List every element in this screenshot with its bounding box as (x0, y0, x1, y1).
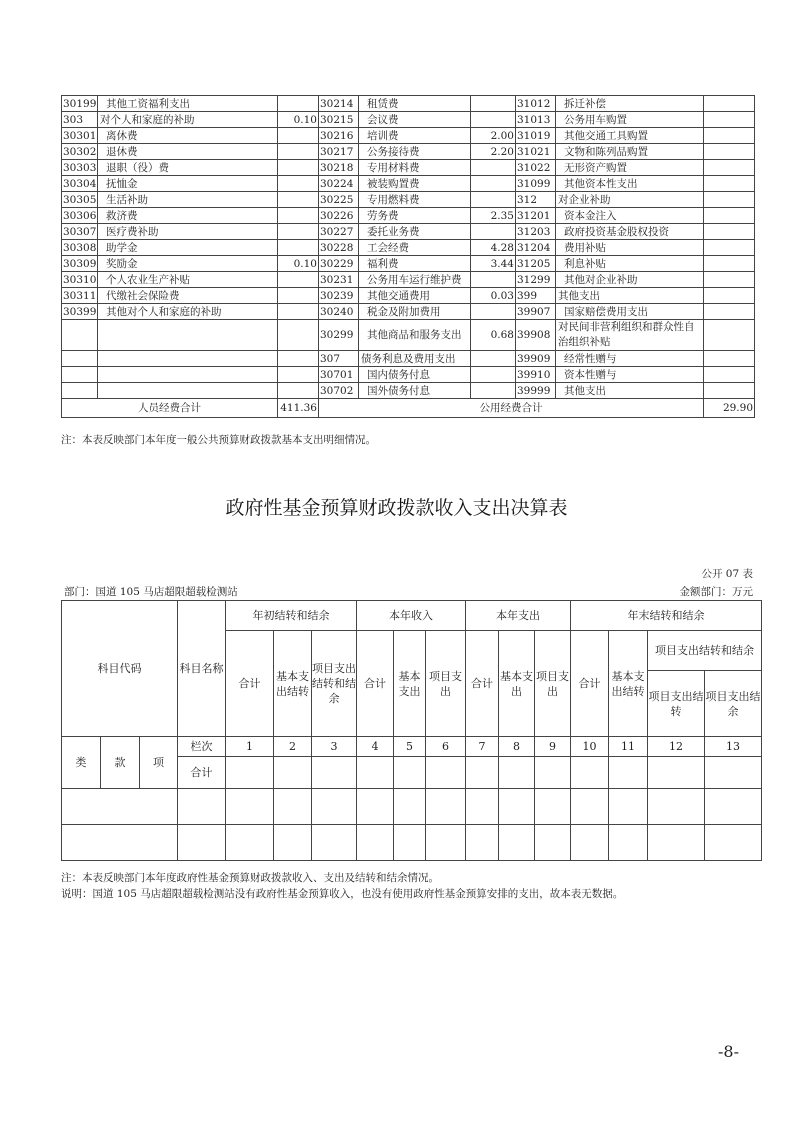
table-row (62, 272, 755, 288)
account-code (62, 351, 98, 367)
table-row (62, 383, 755, 399)
value-cell (499, 789, 535, 825)
table-row (62, 96, 755, 112)
value-cell (648, 789, 705, 825)
account-code: 30240 (319, 304, 359, 320)
value-cell (357, 825, 394, 861)
table-row (62, 192, 755, 208)
amount (278, 240, 319, 256)
h-proj-carry-bal-4: 项目支出结转和结余 (648, 631, 762, 671)
account-name (98, 383, 278, 399)
account-code: 31013 (516, 112, 556, 128)
amount (278, 383, 319, 399)
account-code: 31099 (516, 176, 556, 192)
account-name: 专用燃料费 (359, 192, 471, 208)
account-name: 被装购置费 (359, 176, 471, 192)
account-code: 30303 (63, 161, 97, 174)
account-name: 拆迁补偿 (556, 96, 704, 112)
table-row (62, 160, 755, 176)
amount (471, 224, 516, 240)
account-name: 生活补助 (98, 192, 278, 208)
h-proj-carry-bal-1: 项目支出结转和结余 (312, 631, 357, 737)
account-code: 30218 (319, 160, 359, 176)
amount (704, 272, 755, 288)
account-code: 39910 (516, 367, 556, 383)
value-cell (466, 825, 499, 861)
amount (278, 208, 319, 224)
amount: 2.35 (471, 208, 516, 224)
account-code: 399 (516, 288, 556, 304)
amount (704, 320, 755, 351)
account-code: 30299 (319, 320, 359, 351)
table-row (62, 351, 755, 367)
account-name: 其他工资福利支出 (98, 96, 278, 112)
column-number: 13 (705, 737, 762, 757)
h-total-2: 合计 (357, 631, 394, 737)
account-name: 离休费 (98, 128, 278, 144)
value-cell (571, 789, 609, 825)
value-cell (535, 757, 571, 789)
value-cell (226, 789, 274, 825)
h-heji: 合计 (178, 757, 226, 789)
value-cell (312, 825, 357, 861)
account-code: 30216 (319, 128, 359, 144)
amount: 2.20 (471, 144, 516, 160)
amount (704, 304, 755, 320)
basic-expenditure-detail-table (61, 95, 755, 418)
h-kuan: 款 (101, 737, 140, 789)
value-cell (178, 789, 226, 825)
amount (278, 160, 319, 176)
column-number: 6 (426, 737, 466, 757)
value-cell (394, 757, 426, 789)
account-code: 39909 (516, 351, 556, 367)
value-cell (609, 825, 648, 861)
column-number: 7 (466, 737, 499, 757)
account-name: 利息补贴 (556, 256, 704, 272)
account-code: 30214 (319, 96, 359, 112)
amount (278, 320, 319, 351)
value-cell (274, 757, 312, 789)
value-cell (648, 757, 705, 789)
account-code: 303 (62, 112, 98, 128)
account-code: 30227 (319, 224, 359, 240)
column-number: 3 (312, 737, 357, 757)
value-cell (394, 789, 426, 825)
public-total-value: 29.90 (704, 399, 755, 418)
amount (471, 160, 516, 176)
account-name: 会议费 (359, 112, 471, 128)
h-total-1: 合计 (226, 631, 274, 737)
account-code: 39999 (516, 383, 556, 399)
account-code: 39908 (516, 320, 556, 351)
empty-cell (62, 789, 178, 825)
h-xiang: 项 (140, 737, 178, 789)
account-code: 30308 (63, 241, 97, 254)
h-proj-carry: 项目支出结转 (648, 671, 705, 737)
account-name (98, 351, 278, 367)
account-code: 30231 (319, 272, 359, 288)
account-code: 31022 (516, 160, 556, 176)
account-name: 退职（役）费 (98, 160, 278, 176)
amount (704, 351, 755, 367)
account-name: 公务用车运行维护费 (359, 272, 471, 288)
header-opening-balance: 年初结转和结余 (226, 601, 357, 631)
gov-fund-table (61, 600, 762, 861)
page-number: -8- (718, 1042, 739, 1061)
h-total-3: 合计 (466, 631, 499, 737)
value-cell (499, 757, 535, 789)
amount (278, 351, 319, 367)
account-name: 培训费 (359, 128, 471, 144)
h-total-4: 合计 (571, 631, 609, 737)
header-income: 本年收入 (357, 601, 466, 631)
h-lei: 类 (62, 737, 101, 789)
account-code: 30229 (319, 256, 359, 272)
account-code: 312 (516, 192, 556, 208)
account-code: 30217 (319, 144, 359, 160)
column-number: 8 (499, 737, 535, 757)
account-code: 30301 (63, 129, 97, 142)
account-name: 其他对个人和家庭的补助 (98, 304, 278, 320)
amount (278, 128, 319, 144)
account-code: 31299 (516, 272, 556, 288)
amount (471, 192, 516, 208)
account-code: 31204 (516, 240, 556, 256)
account-code: 30304 (63, 177, 97, 190)
account-name: 无形资产购置 (556, 160, 704, 176)
table1-note: 注：本表反映部门本年度一般公共预算财政拨款基本支出明细情况。 (61, 434, 376, 446)
account-code: 31012 (516, 96, 556, 112)
table-row (62, 144, 755, 160)
account-name (98, 367, 278, 383)
value-cell (178, 825, 226, 861)
table-row (62, 128, 755, 144)
amount (704, 224, 755, 240)
account-name: 代缴社会保险费 (98, 288, 278, 304)
amount: 0.68 (471, 320, 516, 351)
page-title: 政府性基金预算财政拨款收入支出决算表 (225, 497, 568, 519)
account-name: 资本金注入 (556, 208, 704, 224)
value-cell (535, 825, 571, 861)
account-code: 30310 (63, 273, 97, 286)
department-label: 部门：国道 105 马店超限超载检测站 (64, 586, 238, 598)
amount (704, 112, 755, 128)
amount (704, 256, 755, 272)
table-row (62, 240, 755, 256)
h-basic-exp-2: 基本支出 (394, 631, 426, 737)
h-basic-carry-4: 基本支出结转 (609, 631, 648, 737)
amount (278, 272, 319, 288)
value-cell (609, 789, 648, 825)
account-code (62, 367, 98, 383)
table-row (62, 176, 755, 192)
table-row (62, 367, 755, 383)
amount (471, 383, 516, 399)
account-name: 福利费 (359, 256, 471, 272)
header-name: 科目名称 (178, 601, 226, 737)
account-name: 对企业补助 (556, 192, 704, 208)
account-name: 税金及附加费用 (359, 304, 471, 320)
h-proj-bal: 项目支出结余 (705, 671, 762, 737)
account-code (62, 320, 98, 351)
column-number: 11 (609, 737, 648, 757)
amount (471, 367, 516, 383)
account-code: 30228 (319, 240, 359, 256)
account-code: 31021 (516, 144, 556, 160)
value-cell (705, 757, 762, 789)
account-name: 对民间非营利组织和群众性自治组织补贴 (556, 320, 704, 351)
account-name: 劳务费 (359, 208, 471, 224)
h-proj-exp-2: 项目支出 (426, 631, 466, 737)
amount (704, 240, 755, 256)
amount (704, 288, 755, 304)
table-row (62, 208, 755, 224)
account-name: 其他交通工具购置 (556, 128, 704, 144)
value-cell (312, 757, 357, 789)
amount: 3.44 (471, 256, 516, 272)
amount (704, 367, 755, 383)
amount (704, 128, 755, 144)
amount (278, 144, 319, 160)
value-cell (274, 825, 312, 861)
amount (704, 160, 755, 176)
value-cell (426, 789, 466, 825)
value-cell (705, 789, 762, 825)
value-cell (426, 757, 466, 789)
account-name: 医疗费补助 (98, 224, 278, 240)
amount (704, 208, 755, 224)
account-code: 30215 (319, 112, 359, 128)
amount (471, 176, 516, 192)
account-name: 经常性赠与 (556, 351, 704, 367)
account-name: 奖励金 (98, 256, 278, 272)
column-number: 1 (226, 737, 274, 757)
account-code: 30307 (63, 225, 97, 238)
column-number: 9 (535, 737, 571, 757)
account-name: 政府投资基金股权投资 (556, 224, 704, 240)
account-name: 个人农业生产补贴 (98, 272, 278, 288)
account-name (98, 320, 278, 351)
amount (704, 96, 755, 112)
account-name: 其他资本性支出 (556, 176, 704, 192)
column-number: 2 (274, 737, 312, 757)
account-name: 工会经费 (359, 240, 471, 256)
totals-row (62, 399, 755, 418)
account-code: 30225 (319, 192, 359, 208)
column-number: 12 (648, 737, 705, 757)
amount (704, 192, 755, 208)
value-cell (426, 825, 466, 861)
account-name: 费用补贴 (556, 240, 704, 256)
amount: 0.10 (278, 112, 319, 128)
h-proj-exp-3: 项目支出 (535, 631, 571, 737)
value-cell (357, 789, 394, 825)
value-cell (274, 789, 312, 825)
account-code: 30309 (63, 257, 97, 270)
account-name: 公务用车购置 (556, 112, 704, 128)
amount (471, 96, 516, 112)
personnel-total-label: 人员经费合计 (62, 399, 278, 418)
amount (278, 176, 319, 192)
value-cell (357, 757, 394, 789)
value-cell (226, 825, 274, 861)
account-code: 31201 (516, 208, 556, 224)
amount (278, 224, 319, 240)
account-name: 其他支出 (556, 288, 704, 304)
account-name: 国家赔偿费用支出 (556, 304, 704, 320)
account-name: 国内债务付息 (359, 367, 471, 383)
amount (704, 144, 755, 160)
value-cell (312, 789, 357, 825)
table-row (62, 304, 755, 320)
amount (704, 383, 755, 399)
account-name: 其他商品和服务支出 (359, 320, 471, 351)
form-number: 公开 07 表 (701, 568, 753, 580)
account-name: 公务接待费 (359, 144, 471, 160)
value-cell (499, 825, 535, 861)
amount: 4.28 (471, 240, 516, 256)
table-row (62, 288, 755, 304)
amount (278, 96, 319, 112)
value-cell (571, 825, 609, 861)
account-name: 抚恤金 (98, 176, 278, 192)
account-code: 30306 (63, 209, 97, 222)
column-number: 5 (394, 737, 426, 757)
table-row (62, 320, 755, 351)
amount (278, 367, 319, 383)
value-cell (226, 757, 274, 789)
amount (471, 351, 516, 367)
amount (471, 272, 516, 288)
h-basic-carry-1: 基本支出结转 (274, 631, 312, 737)
account-name: 对个人和家庭的补助 (98, 112, 278, 128)
column-number: 4 (357, 737, 394, 757)
account-code: 39907 (516, 304, 556, 320)
amount (278, 304, 319, 320)
public-total-label: 公用经费合计 (319, 399, 704, 418)
table-row (62, 256, 755, 272)
empty-cell (62, 825, 178, 861)
amount: 2.00 (471, 128, 516, 144)
account-name: 文物和陈列品购置 (556, 144, 704, 160)
account-code (62, 383, 98, 399)
table-row (62, 112, 755, 128)
value-cell (394, 825, 426, 861)
account-code: 30702 (319, 383, 359, 399)
account-name: 债务利息及费用支出 (359, 351, 471, 367)
value-cell (466, 789, 499, 825)
account-code: 31203 (516, 224, 556, 240)
amount (704, 176, 755, 192)
unit-label: 金额部门：万元 (679, 586, 753, 598)
account-name: 资本性赠与 (556, 367, 704, 383)
account-code: 31019 (516, 128, 556, 144)
column-number: 10 (571, 737, 609, 757)
account-code: 30224 (319, 176, 359, 192)
account-code: 30199 (63, 97, 97, 110)
account-name: 租赁费 (359, 96, 471, 112)
account-code: 30399 (63, 305, 97, 318)
account-code: 30311 (63, 289, 97, 302)
table2-note: 注：本表反映部门本年度政府性基金预算财政拨款收入、支出及结转和结余情况。 (61, 872, 439, 884)
value-cell (609, 757, 648, 789)
value-cell (705, 825, 762, 861)
account-code: 30239 (319, 288, 359, 304)
value-cell (466, 757, 499, 789)
account-code: 30701 (319, 367, 359, 383)
amount: 0.10 (278, 256, 319, 272)
header-expenditure: 本年支出 (466, 601, 571, 631)
table2-explanation: 说明：国道 105 马店超限超载检测站没有政府性基金预算收入，也没有使用政府性基金预算安排的支出，故本表无数据。 (61, 888, 624, 900)
account-name: 国外债务付息 (359, 383, 471, 399)
account-code: 31205 (516, 256, 556, 272)
account-code: 307 (319, 351, 359, 367)
header-code: 科目代码 (62, 601, 178, 737)
personnel-total-value: 411.36 (278, 399, 319, 418)
amount: 0.03 (471, 288, 516, 304)
amount (471, 304, 516, 320)
account-name: 其他交通费用 (359, 288, 471, 304)
amount (278, 288, 319, 304)
amount (471, 112, 516, 128)
account-name: 其他支出 (556, 383, 704, 399)
account-name: 退休费 (98, 144, 278, 160)
h-lanci: 栏次 (178, 737, 226, 757)
account-name: 其他对企业补助 (556, 272, 704, 288)
value-cell (571, 757, 609, 789)
account-code: 30305 (63, 193, 97, 206)
h-basic-exp-3: 基本支出 (499, 631, 535, 737)
account-name: 委托业务费 (359, 224, 471, 240)
value-cell (535, 789, 571, 825)
amount (278, 192, 319, 208)
account-name: 救济费 (98, 208, 278, 224)
header-closing-balance: 年末结转和结余 (571, 601, 762, 631)
account-code: 30302 (63, 145, 97, 158)
account-name: 助学金 (98, 240, 278, 256)
account-code: 30226 (319, 208, 359, 224)
account-name: 专用材料费 (359, 160, 471, 176)
value-cell (648, 825, 705, 861)
table-row (62, 224, 755, 240)
